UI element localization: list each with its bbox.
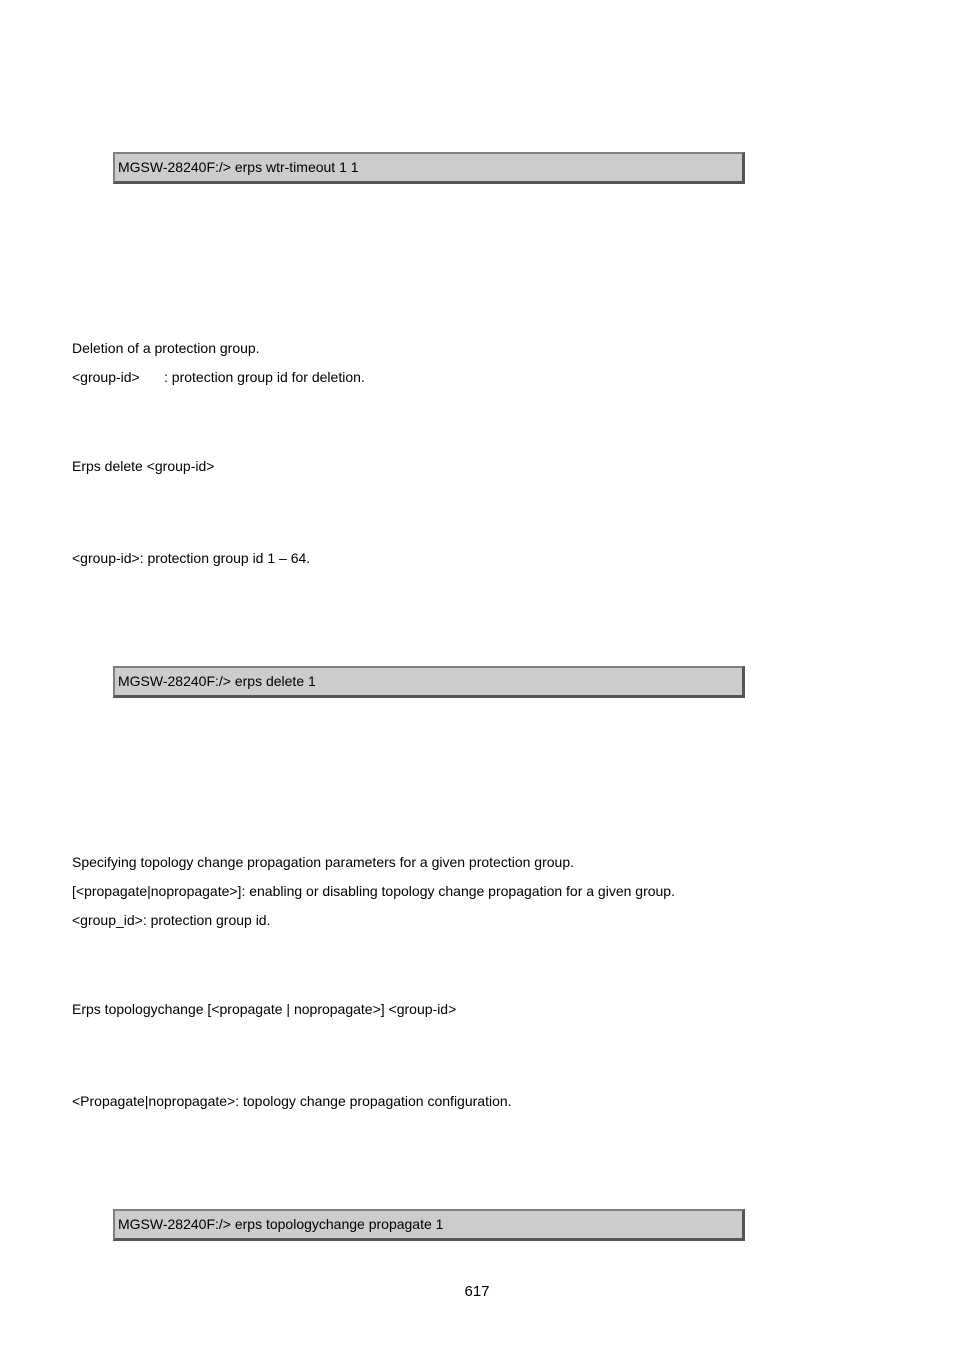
description-text: Specifying topology change propagation parameters for a given protection group.	[72, 854, 574, 870]
param-name: <group-id>	[72, 369, 140, 385]
parameter-text: <Propagate|nopropagate>: topology change propagation configuration.	[72, 1093, 512, 1109]
page-number: 617	[464, 1283, 490, 1300]
example-command-box	[113, 152, 745, 184]
param-row	[72, 368, 365, 386]
param-description: : protection group id for deletion.	[164, 369, 365, 385]
parameter-text: <group-id>: protection group id 1 – 64.	[72, 550, 311, 566]
syntax-text: Erps topologychange [<propagate | nopropagate>] <group-id>	[72, 1001, 457, 1017]
example-command-text: MGSW-28240F:/> erps wtr-timeout 1 1	[118, 159, 359, 175]
example-command-text: MGSW-28240F:/> erps delete 1	[118, 673, 316, 689]
syntax-text: Erps delete <group-id>	[72, 458, 215, 474]
example-command-box	[113, 1209, 745, 1241]
param-line: <group_id>: protection group id.	[72, 912, 271, 928]
example-command-text: MGSW-28240F:/> erps topologychange propagate 1	[118, 1216, 444, 1232]
param-line: [<propagate|nopropagate>]: enabling or disabling topology change propagation for a given group.	[72, 883, 675, 899]
description-text: Deletion of a protection group.	[72, 340, 260, 356]
example-command-box	[113, 666, 745, 698]
